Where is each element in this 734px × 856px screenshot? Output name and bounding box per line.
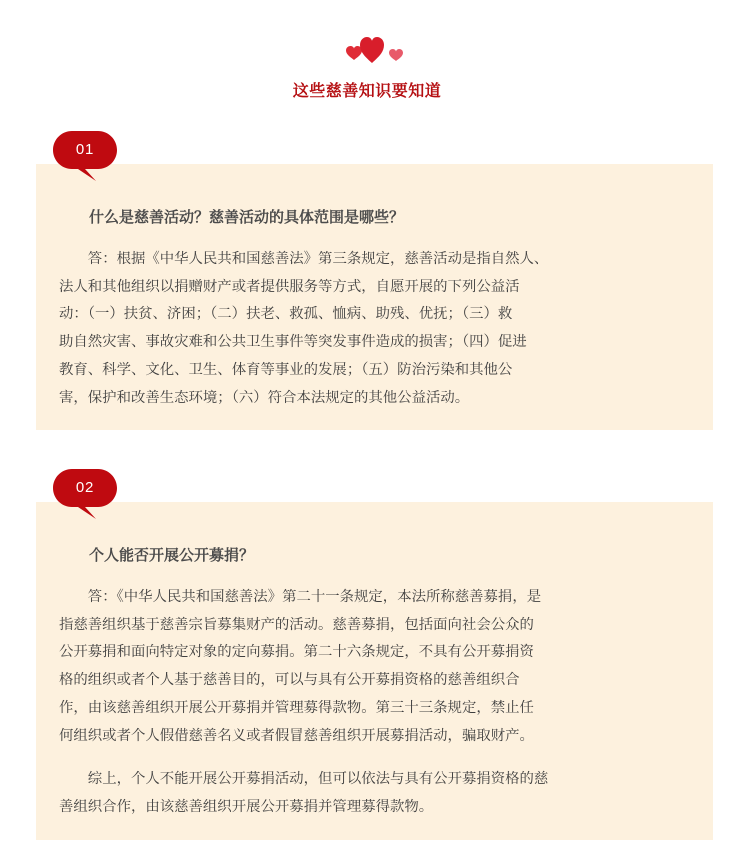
- heart-right-icon: [389, 49, 403, 61]
- faq-answer-2-paragraph-1: 答：《中华人民共和国慈善法》第二十一条规定，本法所称慈善募捐，是 指慈善组织基于慈善宗旨募集财产的活动。慈善募捐，包括面向社会公众的 公开募捐和面向特定对象的定向募捐。第二十六条规定，不具有公开募捐资 格的组织或者个人基于慈善目的，可以与具有公开募捐资格的慈善组织合 作，由该慈善组织开展公开募捐并管理募得款物。第三十三条规定，禁止任 何组织或者个人假借慈善名义或者假冒慈善组织开展募捐活动，骗取财产。: [59, 589, 542, 744]
- faq-question-1: 什么是慈善活动？慈善活动的具体范围是哪些？: [89, 208, 405, 226]
- faq-answer-1-paragraph-1: 答：根据《中华人民共和国慈善法》第三条规定，慈善活动是指自然人、 法人和其他组织以捐赠财产或者提供服务等方式，自愿开展的下列公益活 动：（一）扶贫、济困；（二）扶老、救孤、恤病、助残、优抚；（三）救 助自然灾害、事故灾难和公共卫生事件等突发事件造成的损害；（四）促进 教育、科学、文化、卫生、体育等事业的发展；（五）防治污染和其他公 害，保护和改善生态环境；（六）符合本法规定的其他公益活动。: [59, 251, 549, 406]
- heart-left-icon: [346, 46, 362, 60]
- page-title: 这些慈善知识要知道: [292, 81, 442, 100]
- section-number-badge-2: [53, 469, 117, 521]
- faq-answer-2-paragraph-2: 综上，个人不能开展公开募捐活动，但可以依法与具有公开募捐资格的慈 善组织合作，由该慈善组织开展公开募捐并管理募得款物。: [59, 771, 549, 815]
- heart-center-icon: [360, 37, 384, 63]
- faq-card-2: [36, 502, 713, 840]
- faq-section-2: [36, 466, 713, 840]
- faq-section-1: [36, 128, 713, 430]
- section-number-badge-1: [53, 131, 117, 183]
- faq-card-1: [36, 164, 713, 430]
- faq-question-2: 个人能否开展公开募捐？: [89, 546, 255, 564]
- section-number-1: 01: [75, 141, 95, 158]
- section-number-2: 02: [75, 479, 95, 496]
- three-hearts-icon: [342, 34, 406, 70]
